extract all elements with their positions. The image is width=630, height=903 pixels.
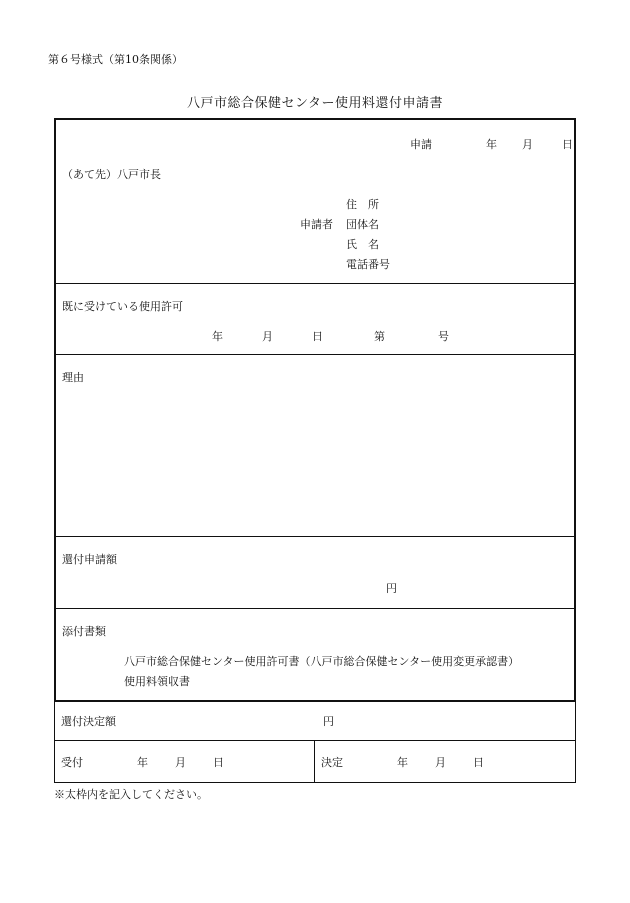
- application-label: 申請: [410, 138, 432, 151]
- reason-section: [56, 355, 574, 537]
- applicant-name-label: 氏 名: [346, 238, 379, 251]
- permit-month-label: 月: [262, 330, 273, 343]
- footnote: ※太枠内を記入してください。: [54, 788, 208, 801]
- form-number: 第６号様式（第10条関係）: [48, 53, 183, 66]
- decision-day-label: 日: [473, 756, 484, 769]
- receipt-decision-row: [55, 741, 575, 782]
- decision-month-label: 月: [435, 756, 446, 769]
- application-month-label: 月: [522, 138, 533, 151]
- permit-day-label: 日: [312, 330, 323, 343]
- refund-amount-section: [56, 537, 574, 609]
- decision-cell: [315, 741, 575, 782]
- decision-amount-row: [55, 699, 575, 741]
- decision-amount-label: 還付決定額: [61, 715, 116, 728]
- receipt-month-label: 月: [175, 756, 186, 769]
- existing-permit-section: [56, 284, 574, 355]
- refund-amount-yen: 円: [386, 582, 397, 595]
- receipt-label: 受付: [61, 756, 83, 769]
- permit-go-label: 号: [438, 330, 449, 343]
- attachments-section: [56, 609, 574, 700]
- decision-label: 決定: [321, 756, 343, 769]
- reason-label: 理由: [62, 371, 84, 384]
- receipt-day-label: 日: [213, 756, 224, 769]
- refund-amount-label: 還付申請額: [62, 553, 117, 566]
- applicant-label: 申請者: [300, 218, 333, 231]
- applicant-organization-label: 団体名: [346, 218, 379, 231]
- applicant-address-label: 住 所: [346, 198, 379, 211]
- document-title: 八戸市総合保健センター使用料還付申請書: [187, 96, 443, 111]
- attachments-label: 添付書類: [62, 625, 106, 638]
- office-use-box: [54, 699, 576, 783]
- receipt-cell: [55, 741, 315, 782]
- decision-amount-yen: 円: [323, 715, 334, 728]
- permit-year-label: 年: [212, 330, 223, 343]
- header-section: [56, 120, 574, 284]
- addressee: （あて先）八戸市長: [62, 168, 161, 181]
- application-day-label: 日: [562, 138, 573, 151]
- attachment-item: 八戸市総合保健センター使用許可書（八戸市総合保健センター使用変更承認書）: [124, 655, 520, 668]
- application-year-label: 年: [486, 138, 497, 151]
- attachment-item: 使用料領収書: [124, 675, 190, 688]
- application-form-box: [54, 118, 576, 702]
- permit-dai-label: 第: [374, 330, 385, 343]
- decision-year-label: 年: [397, 756, 408, 769]
- applicant-phone-label: 電話番号: [346, 258, 390, 271]
- existing-permit-label: 既に受けている使用許可: [62, 300, 183, 313]
- receipt-year-label: 年: [137, 756, 148, 769]
